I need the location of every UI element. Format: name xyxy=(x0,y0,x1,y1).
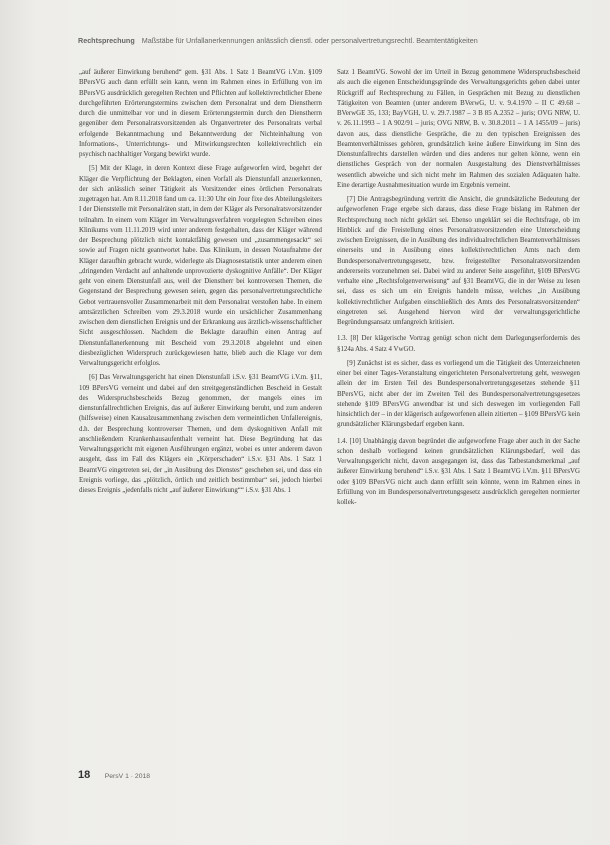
paragraph: [7] Die Antragsbegründung vertritt die Ansicht, die grundsätzliche Bedeutung der aufgeworfenen Frage ergebe sich daraus, dass diese Frage bislang im Rahmen der Rechtsprechung noch nicht geklärt sei. Ebenso ungeklärt sei die Rechtsfrage, ob im Hinblick auf die Freistellung eines Personalratsvorsitzenden eine Unterscheidung zwischen Ereignissen, die in Ausübung des individualrechtlichen Beamtenverhältnisses einerseits und in Ausübung eines kollektivrechtlichen Amts nach dem Bundespersonalvertretungsgesetz, bzw. freigestellter Personalratsvorsitzenden andererseits vorzunehmen sei. Dabei wird zu anderer Seite ausgeführt, §109 BPersVG verhalte eine „Rechtsfolgenverweisung“ auf §31 BeamtVG, die in der Weise zu lesen sei, dass es sich um ein Ereignis handeln müsse, welches „in Ausübung kollektivrechtlicher Aufgaben einschließlich des Amts des Personalratsvorsitzenden“ eingetreten sei. Ausgehend hiervon wird der verwaltungsgerichtliche Begründungsansatz umfangreich kritisiert. xyxy=(337,196,580,326)
left-text-column xyxy=(79,68,322,758)
journal-issue: PersV 1 · 2018 xyxy=(104,773,151,780)
section-paragraph: 1.4. [10] Unabhängig davon begründet die aufgeworfene Frage aber auch in der Sache schon deshalb vorliegend keinen grundsätzlichen Klärungsbedarf, weil das Verwaltungsgericht nicht, davon ausgegangen ist, dass das Tatbestandsmerkmal „auf äußerer Einwirkung beruhend“ i.S.v. §31 Abs. 1 Satz 1 BeamtVG i.V.m. §11 BPersVG oder §109 BPersVG nicht auch dann erfüllt sein könnte, wenn im Rahmen eines in Erfüllung von im Bundespersonalvertretungsgesetz ausdrücklich geregelten normierter kollek- xyxy=(337,437,580,506)
running-header xyxy=(78,36,590,45)
page-number: 18 xyxy=(78,769,91,781)
section-paragraph: 1.3. [8] Der klägerische Vortrag genügt schon nicht dem Darlegungserfordernis des §124a Abs. 4 Satz 4 VwGO. xyxy=(337,335,580,353)
page-footer xyxy=(78,765,150,783)
paragraph: [6] Das Verwaltungsgericht hat einen Dienstunfall i.S.v. §31 BeamtVG i.V.m. §11, 109 BPersVG verneint und dabei auf den streitgegenständlichen Bescheid in Gestalt des Widerspruchsbescheids Bezug genommen, der mangels eines im dienstunfallrechtlichen Ereignis, das auf äußerer Einwirkung beruht, und zum anderen (hilfsweise) einen Kausalzusammenhang zwischen dem vermeintlichen Unfallereignis, d.h. der Besprechung kontroverser Themen, und dem dyskognitiven Anfall mit anschließendem Krankenhausaufenthalt verneint hat. Diese Begründung hat das Verwaltungsgericht mit eigenen Ausführungen ergänzt, wobei es unter anderem davon ausgeht, dass im Fall des Klägers ein „Körperschaden“ i.S.v. §31 Abs. 1 Satz 1 BeamtVG eingetreten sei, der „in Ausübung des Dienstes“ geschehen sei, und dass ein Ereignis vorliege, das „plötzlich, örtlich und zeitlich bestimmbar“ sei, jedoch hierbei dieses Ereignis „jedenfalls nicht „auf äußerer Einwirkung““ i.S.v. §31 Abs. 1 xyxy=(79,374,322,494)
paragraph: [5] Mit der Klage, in deren Kontext diese Frage aufgeworfen wird, begehrt der Kläger die Verpflichtung der Beklagten, einen Vorfall als Dienstunfall anzuerkennen, der sich anlässlich seiner Tätigkeit als Vorsitzender eines örtlichen Personalrats zugetragen hat. Am 8.11.2018 fand um ca. 11:30 Uhr ein Jour fixe des Abteilungsleiters I der Dienststelle mit Personalräten statt, in dem der Kläger als Personalratsvorsitzender teilnahm. In einem vom Kläger im Verwaltungsverfahren vorgelegten Schreiben eines Klinikums vom 11.11.2019 wird unter anderem festgehalten, dass der Kläger während der Besprechung plötzlich nicht kontaktfähig gewesen und „zusammengesackt“ sei sowie auf Fragen nicht geantwortet habe. Das Klinikum, in dessen Notaufnahme der Kläger daraufhin gebracht wurde, widerlegte als Diagnosestatistik unter anderem einen „dringenden Verdacht auf anhaltende unprovozierte dyskognitive Anfälle“. Der Kläger geht von einem Dienstunfall aus, weil der Dienstherr bei kontroversen Themen, die Gegenstand der Besprechung gewesen seien, gegen das personalvertretungsrechtliche Gebot vertrauensvoller Zusammenarbeit mit dem Personalrat verstoßen habe. In einem amtsärztlichen Schreiben vom 29.3.2018 wurde ein ursächlicher Zusammenhang zwischen dem dienstlichen Ereignis und der Erkrankung aus ärztlich-wissenschaftlicher Sicht ausgeschlossen. Nachdem die Beklagte daraufhin einen Antrag auf Dienstunfallanerkennung mit Bescheid vom 29.3.2018 abgelehnt und einen diesbezüglichen Widerspruch zurückgewiesen hatte, blieb auch die Klage vor dem Verwaltungsgericht erfolglos. xyxy=(79,165,322,367)
header-title: Maßstäbe für Unfallanerkennungen anlässlich dienstl. oder personalvertretungsrechtl. Beamtentätigkeiten xyxy=(141,36,478,45)
right-text-column xyxy=(337,68,580,758)
header-section: Rechtsprechung xyxy=(78,36,135,45)
paragraph: Satz 1 BeamtVG. Sowohl der im Urteil in Bezug genommene Widerspruchsbescheid als auch die eigenen Entscheidungsgründe des Verwaltungsgerichts gehen dabei unter Rückgriff auf Rechtsprechung zu Fällen, in Gesprächen mit Bezug zu dienstlichen Tätigkeiten von Beamten (unter anderem BVerwG, U. v. 9.4.1970 – II C 49.68 – BVerwGE 35, 133; BayVGH, U. v. 29.7.1987 – 3 B 85 A.2352 – juris; OVG NRW, U. v. 26.11.1993 – 1 A 902/91 – juris; OVG NRW, B. v. 30.8.2011 – 1 A 1455/09 – juris) davon aus, dass dienstliche Gespräche, die zu den typischen Ereignissen des Beamtenverhältnisses gehören, grundsätzlich keine äußere Einwirkung im Sinn des Dienstunfallrechts darstellen würden und dies anderes nur gelten könne, wenn ein dienstliches Gespräch von der normalen Ausgestaltung des Dienstverhältnisses wesentlich abweiche und sich nicht mehr im Rahmen des sozialen Adäquaten halte. Eine derartige Ausnahmesituation wurde im Ergebnis verneint. xyxy=(337,69,580,189)
paragraph: [9] Zunächst ist es sicher, dass es vorliegend um die Tätigkeit des Unterzeichneten einer bei einer Tages-Veranstaltung eingerichteten Personalvertretung geht, weswegen allein der im Ersten Teil des Bundespersonalvertretungsgesetzes stehende §11 BPersVG, nicht aber der im Zweiten Teil des Bundespersonalvertretungsgesetzes stehende §109 BPersVG anwendbar ist und sich deswegen im vorliegenden Fall hinsichtlich der – in der klägerisch aufgeworfenen allein zitierten – §109 BPersVG kein grundsätzlicher Klärungsbedarf ergeben kann. xyxy=(337,359,580,429)
paragraph: „auf äußerer Einwirkung beruhend“ gem. §31 Abs. 1 Satz 1 BeamtVG i.V.m. §109 BPersVG auch dann erfüllt sein kann, wenn im Rahmen eines in Erfüllung von im BPersVG ausdrücklich geregelten Rechten und Pflichten auf kollektivrechtlicher Ebene durchgeführten Erörterungstermins zwischen dem Personalrat und dem Dienstherrn durch die unmittelbar vor und in diesem Erörterungstermin durch den Dienstherrn gegenüber dem Personalratsvorsitzenden als Organvertreter des Personalrats verbal erfolgende Bekanntmachung und Bekanntwerdung der Nichteinhaltung von Informations-, Unterrichtungs- und Mitwirkungsrechten kollektivrechtlich ein psychisch nachhaltiger Vorgang bewirkt wurde. xyxy=(79,69,322,158)
